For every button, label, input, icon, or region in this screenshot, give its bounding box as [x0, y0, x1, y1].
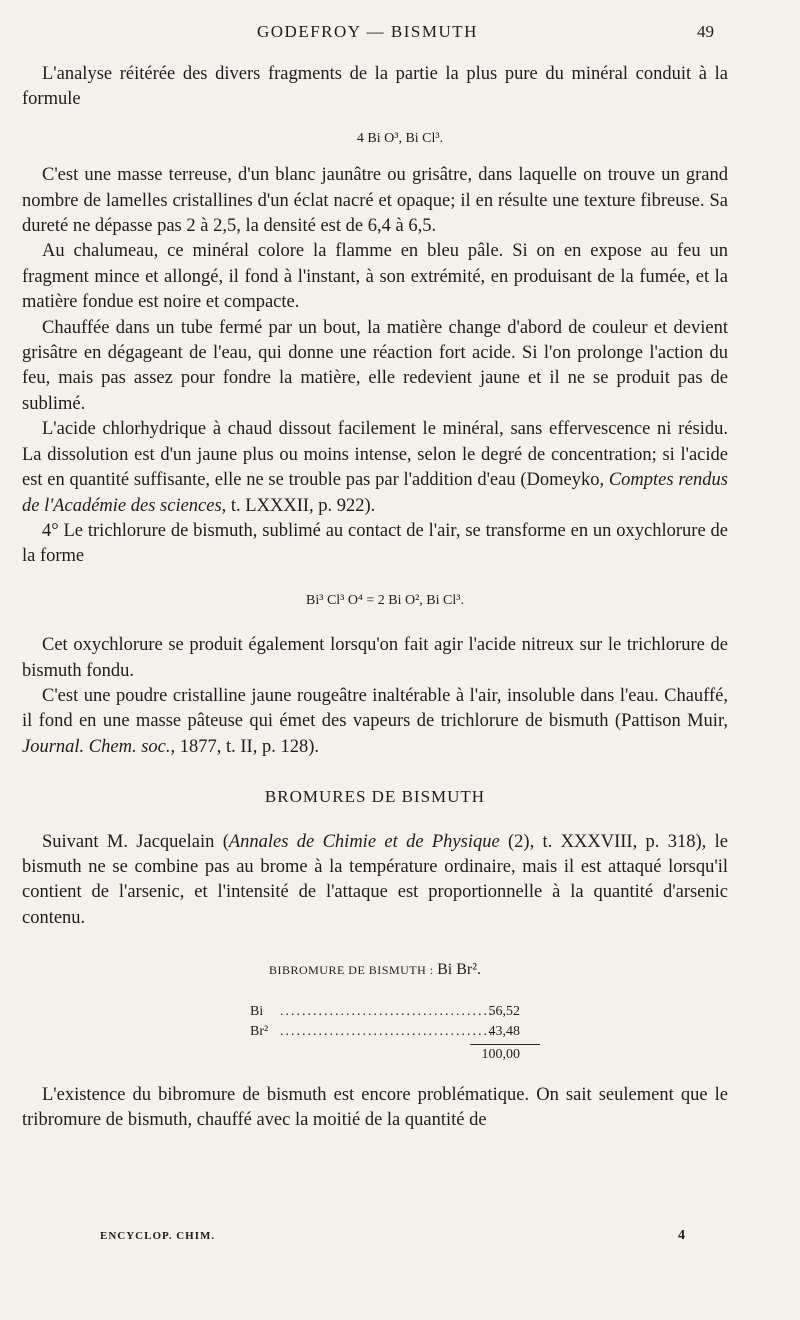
citation-italic: Comptes rendus de l'Académie des sciences	[22, 470, 728, 516]
running-header	[0, 22, 800, 46]
paragraph-trichloride: 4° Le trichlorure de bismuth, sublimé au contact de l'air, se transforme en un oxychlorure de la forme	[22, 520, 728, 567]
leader-dots: .......................................	[280, 1023, 495, 1039]
text-span: , t. LXXXII, p. 922).	[221, 495, 376, 516]
text-span: Suivant M. Jacquelain (	[42, 831, 229, 852]
paragraph-jacquelain	[22, 830, 728, 932]
section-title: BROMURES DE BISMUTH	[264, 787, 486, 807]
footer-label: ENCYCLOP. CHIM.	[100, 1230, 216, 1242]
text-span: , 1877, t. II, p. 128).	[170, 736, 319, 757]
subheading-bibromide	[22, 957, 728, 983]
paragraph-description: C'est une masse terreuse, d'un blanc jaunâtre ou grisâtre, dans laquelle on trouve un grand nombre de lamelles cristallines d'un éclat nacré et opaque; il en résulte une texture fibreuse. Sa dureté ne dépasse pas 2 à 2,5, la densité est de 6,4 à 6,5.	[22, 165, 728, 237]
signature-mark: 4	[678, 1228, 686, 1243]
citation-italic: Journal. Chem. soc.	[22, 736, 171, 757]
element-label: Bi	[250, 1003, 264, 1019]
paragraph-intro: L'analyse réitérée des divers fragments de la partie la plus pure du minéral conduit à la formule	[22, 64, 728, 110]
leader-dots: .......................................	[280, 1003, 495, 1019]
page-body	[22, 62, 728, 1133]
subheading-formula: Bi Br².	[437, 961, 482, 979]
composition-row	[250, 1002, 540, 1022]
element-percentage: 43,48	[488, 1023, 520, 1039]
element-label: Br²	[250, 1023, 269, 1039]
running-title: GODEFROY — BISMUTH	[257, 22, 478, 41]
citation-italic: Annales de Chimie et de Physique	[228, 831, 500, 852]
text-span: (2), t. XXXVIII, p. 318), le bismuth ne se combine pas au brome à la température ordinaire, mais il est attaqué lorsqu'il contient de l'arsenic, et l'intensité de l'attaque est proportionnelle à la quantité d'arsenic contenu.	[22, 831, 728, 928]
page-footer	[100, 1230, 700, 1242]
element-percentage: 56,52	[488, 1003, 520, 1019]
page-number: 49	[697, 22, 714, 41]
paragraph-hydrochloric-acid	[22, 417, 728, 519]
text-span: C'est une poudre cristalline jaune rougeâtre inaltérable à l'air, insoluble dans l'eau. Chauffé, il fond en une masse pâteuse qui émet des vapeurs de trichlorure de bismuth (Pattison Muir,	[22, 685, 728, 732]
formula-oxychloride-1: 4 Bi O³, Bi Cl³.	[356, 130, 444, 146]
composition-row	[250, 1022, 540, 1042]
paragraph-nitrous-acid: Cet oxychlorure se produit également lorsqu'on fait agir l'acide nitreux sur le trichlorure de bismuth fondu.	[22, 635, 728, 681]
formula-oxychloride-2: Bi³ Cl³ O⁴ = 2 Bi O², Bi Cl³.	[306, 592, 464, 608]
text-span: L'acide chlorhydrique à chaud dissout facilement le minéral, sans effervescence ni résidu. La dissolution est d'un jaune plus ou moins intense, selon le degré de concentration; si l'acide est en quantité suffisante, elle ne se trouble pas par l'addition d'eau (Domeyko,	[22, 419, 728, 491]
composition-table	[250, 1002, 540, 1065]
composition-total: 100,00	[481, 1046, 520, 1062]
paragraph-tube-heating: Chauffée dans un tube fermé par un bout, la matière change d'abord de couleur et devient grisâtre en dégageant de l'eau, qui donne une réaction fort acide. Si l'on prolonge l'action du feu, mais pas assez pour fondre la matière, elle redevient jaune et il ne se produit pas de sublimé.	[22, 317, 728, 414]
paragraph-powder	[22, 684, 728, 760]
paragraph-bibromide-existence: L'existence du bibromure de bismuth est encore problématique. On sait seulement que le tribromure de bismuth, chauffé avec la moitié de la quantité de	[22, 1084, 728, 1130]
paragraph-blowpipe: Au chalumeau, ce minéral colore la flamme en bleu pâle. Si on en expose au feu un fragment mince et allongé, il fond à l'instant, à son extrémité, en produisant de la fumée, et la matière fondue est noire et compacte.	[22, 241, 728, 313]
subheading-label: BIBROMURE DE BISMUTH :	[268, 963, 434, 978]
